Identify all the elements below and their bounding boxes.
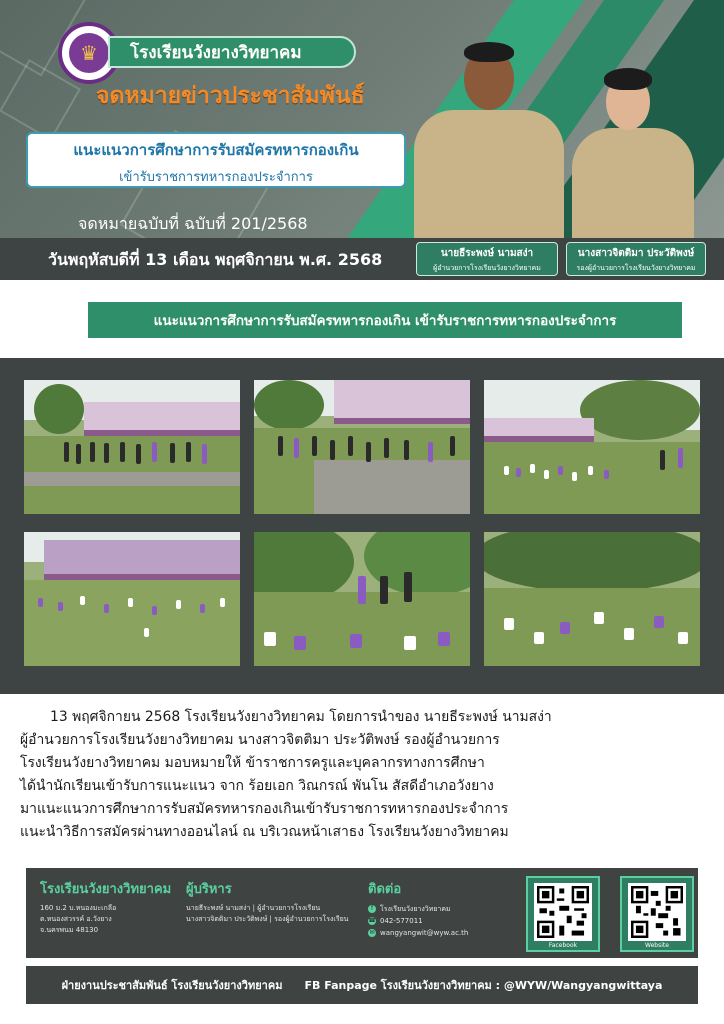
footer-admin-line: นางสาวจิตติมา ประวัติพงษ์ | รองผู้อำนวยการโรงเรียน xyxy=(186,915,349,923)
footer-contact-info xyxy=(368,878,468,939)
subject-line-2: เข้ารับราชการทหารกองประจำการ xyxy=(119,170,313,185)
qr-code-icon xyxy=(537,886,589,938)
website-qr-code[interactable] xyxy=(620,876,694,952)
facebook-label: โรงเรียนวังยางวิทยาคม xyxy=(380,905,451,913)
footer-school-info xyxy=(40,878,171,936)
activity-photo-2 xyxy=(254,380,470,514)
phone-label: 042-577011 xyxy=(380,917,423,925)
activity-photo-5 xyxy=(254,532,470,666)
deputy-name: นางสาวจิตติมา ประวัติพงษ์ xyxy=(577,248,695,259)
body-line: แนะนำวิธีการสมัครผ่านทางออนไลน์ ณ บริเวณหน้าเสาธง โรงเรียนวังยางวิทยาคม xyxy=(20,824,509,840)
footer-email[interactable] xyxy=(368,927,468,939)
director-name: นายธีระพงษ์ นามสง่า xyxy=(440,248,534,259)
newsletter-title: จดหมายข่าวประชาสัมพันธ์ xyxy=(96,83,365,109)
issue-number: จดหมายฉบับที่ ฉบับที่ 201/2568 xyxy=(78,214,308,233)
deputy-position: รองผู้อำนวยการโรงเรียนวังยางวิทยาคม xyxy=(576,264,696,272)
footer-contact-heading: ติดต่อ xyxy=(368,882,402,897)
qr-caption: Website xyxy=(645,942,669,949)
qr-code-icon xyxy=(631,886,683,938)
subject-line-1: แนะแนวการศึกษาการรับสมัครทหารกองเกิน xyxy=(73,141,359,159)
bottom-bar xyxy=(26,966,698,1004)
qr-caption: Facebook xyxy=(548,942,578,949)
body-line: 13 พฤศจิกายน 2568 โรงเรียนวังยางวิทยาคม โดยการนำของ นายธีระพงษ์ นามสง่า xyxy=(50,709,552,725)
email-icon: ✉ xyxy=(369,929,375,936)
footer-address-line: 160 ม.2 บ.หนองมะเกลือ xyxy=(40,904,117,912)
footer-address-line: ต.หนองสวรรค์ อ.วังยาง xyxy=(40,915,112,923)
facebook-icon: f xyxy=(368,905,376,913)
deputy-name-tag xyxy=(566,242,706,276)
issue-date: วันพฤหัสบดีที่ 13 เดือน พฤศจิกายน พ.ศ. 2568 xyxy=(48,250,383,269)
activity-photo-4 xyxy=(24,532,240,666)
footer-address-line: จ.นครพนม 48130 xyxy=(40,926,99,934)
footer-admin-info xyxy=(186,878,348,925)
school-name: โรงเรียนวังยางวิทยาคม xyxy=(108,36,356,68)
subject-box xyxy=(26,132,406,188)
body-line: ผู้อำนวยการโรงเรียนวังยางวิทยาคม นางสาวจิตติมา ประวัติพงษ์ รองผู้อำนวยการ xyxy=(20,732,500,748)
facebook-qr-code[interactable] xyxy=(526,876,600,952)
photo-gallery xyxy=(0,358,724,694)
pr-department: ฝ่ายงานประชาสัมพันธ์ โรงเรียนวังยางวิทยาคม xyxy=(61,979,283,992)
director-position: ผู้อำนวยการโรงเรียนวังยางวิทยาคม xyxy=(433,264,541,272)
school-logo-icon: ♛ xyxy=(58,22,120,84)
footer-admin-heading: ผู้บริหาร xyxy=(186,882,232,897)
topic-banner: แนะแนวการศึกษาการรับสมัครทหารกองเกิน เข้ารับราชการทหารกองประจำการ xyxy=(88,302,682,338)
news-body xyxy=(20,706,710,844)
activity-photo-1 xyxy=(24,380,240,514)
phone-icon: ☎ xyxy=(368,917,376,924)
footer-admin-line: นายธีระพงษ์ นามสง่า | ผู้อำนวยการโรงเรียน xyxy=(186,904,321,912)
director-name-tag xyxy=(416,242,558,276)
fb-fanpage-link[interactable]: FB Fanpage โรงเรียนวังยางวิทยาคม : @WYW/Wangyangwittaya xyxy=(304,979,663,992)
newsletter-header xyxy=(0,0,724,280)
footer-panel xyxy=(26,868,698,958)
body-line: มาแนะแนวการศึกษาการรับสมัครทหารกองเกินเข้ารับราชการทหารกองประจำการ xyxy=(20,801,509,817)
email-label: wangyangwit@wyw.ac.th xyxy=(380,929,469,937)
body-line: ได้นำนักเรียนเข้ารับการแนะแนว จาก ร้อยเอก วิณกรณ์ พันโน สัสดีอำเภอวังยาง xyxy=(20,778,494,794)
footer-school-heading: โรงเรียนวังยางวิทยาคม xyxy=(40,882,172,897)
footer-facebook[interactable] xyxy=(368,903,468,915)
activity-photo-3 xyxy=(484,380,700,514)
footer-phone[interactable] xyxy=(368,915,468,927)
topic-section xyxy=(0,280,724,358)
activity-photo-6 xyxy=(484,532,700,666)
body-line: โรงเรียนวังยางวิทยาคม มอบหมายให้ ข้าราชการครูและบุคลากรทางการศึกษา xyxy=(20,755,485,771)
